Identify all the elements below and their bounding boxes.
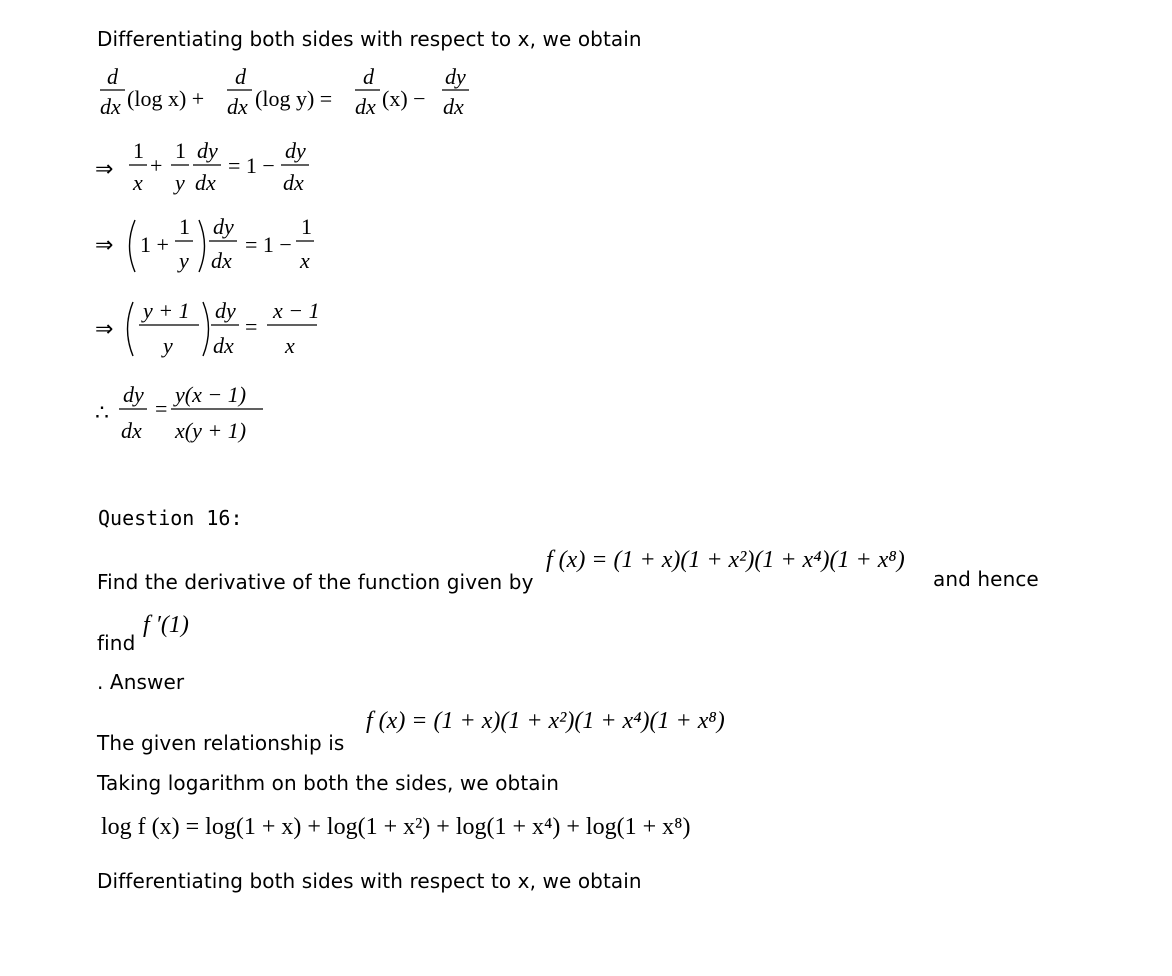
eq2-dx2: dx xyxy=(283,170,304,195)
equation-result xyxy=(95,376,335,446)
eq3-one: 1 xyxy=(179,214,190,239)
relationship-expression: f (x) = (1 + x)(1 + x²)(1 + x⁴)(1 + x⁸) xyxy=(366,708,725,734)
eq5-therefore: ∴ xyxy=(95,400,109,425)
intro-paragraph: Differentiating both sides with respect to x, we obtain xyxy=(97,27,642,51)
eq2-one-a: 1 xyxy=(133,140,144,163)
eq4-eq: = xyxy=(245,314,258,339)
eq3-arrow: ⇒ xyxy=(95,232,114,257)
eq2-plus: + xyxy=(150,153,163,178)
eq5-eq: = xyxy=(155,396,168,421)
eq1-d1: d xyxy=(107,66,118,89)
find-expression: f ′(1) xyxy=(143,612,189,638)
eq5-den: x(y + 1) xyxy=(175,418,247,443)
answer-label: . Answer xyxy=(97,670,185,694)
eq4-dx: dx xyxy=(213,333,234,358)
eq4-dy: dy xyxy=(215,298,236,323)
log-text: Taking logarithm on both the sides, we obtain xyxy=(97,771,560,795)
eq1-d2: d xyxy=(235,66,246,89)
question-text: Find the derivative of the function given by xyxy=(97,570,534,594)
eq2-dy: dy xyxy=(197,140,218,163)
eq2-one-b: 1 xyxy=(175,140,186,163)
eq2-x: x xyxy=(133,170,143,195)
eq1-dx2: dx xyxy=(227,94,248,119)
find-text: find xyxy=(97,631,136,655)
equation-step-2 xyxy=(95,140,335,200)
eq3-x: x xyxy=(300,248,310,273)
equation-step-4 xyxy=(95,296,335,362)
eq2-rhs: = 1 − xyxy=(228,153,275,178)
eq4-num: y + 1 xyxy=(143,298,190,323)
equation-step-3 xyxy=(95,214,335,278)
eq1-x: (x) − xyxy=(382,86,426,111)
eq1-d3: d xyxy=(363,66,374,89)
eq4-arrow: ⇒ xyxy=(95,316,114,341)
eq3-dx: dx xyxy=(211,248,232,273)
function-expression: f (x) = (1 + x)(1 + x²)(1 + x⁴)(1 + x⁸) xyxy=(546,547,905,573)
relationship-text: The given relationship is xyxy=(97,731,345,755)
eq5-num: y(x − 1) xyxy=(175,382,247,407)
eq3-dy: dy xyxy=(213,214,234,239)
eq3-one-b: 1 xyxy=(301,214,312,239)
eq3-lhs: 1 + xyxy=(140,232,169,257)
eq1-dx1: dx xyxy=(100,94,121,119)
eq3-rhs: = 1 − xyxy=(245,232,292,257)
question-text-continued: and hence xyxy=(933,567,1039,591)
eq1-dy: dy xyxy=(445,66,466,89)
eq1-dx3: dx xyxy=(355,94,376,119)
eq2-arrow: ⇒ xyxy=(95,156,114,181)
eq3-y: y xyxy=(179,248,189,273)
eq4-rnum: x − 1 xyxy=(273,298,320,323)
eq2-dy2: dy xyxy=(285,140,306,163)
eq4-den: y xyxy=(163,333,173,358)
eq5-dy: dy xyxy=(123,382,144,407)
eq2-dx: dx xyxy=(195,170,216,195)
eq1-logy: (log y) = xyxy=(255,86,333,111)
equation-derivative-sum xyxy=(95,66,495,126)
eq5-dx: dx xyxy=(121,418,142,443)
log-expression: log f (x) = log(1 + x) + log(1 + x²) + log(1 + x⁴) + log(1 + x⁸) xyxy=(101,814,691,840)
question-heading: Question 16: xyxy=(98,506,243,530)
eq1-dx4: dx xyxy=(443,94,464,119)
closing-paragraph: Differentiating both sides with respect to x, we obtain xyxy=(97,869,642,893)
eq1-logx: (log x) + xyxy=(127,86,205,111)
eq2-y: y xyxy=(175,170,185,195)
eq4-rden: x xyxy=(285,333,295,358)
